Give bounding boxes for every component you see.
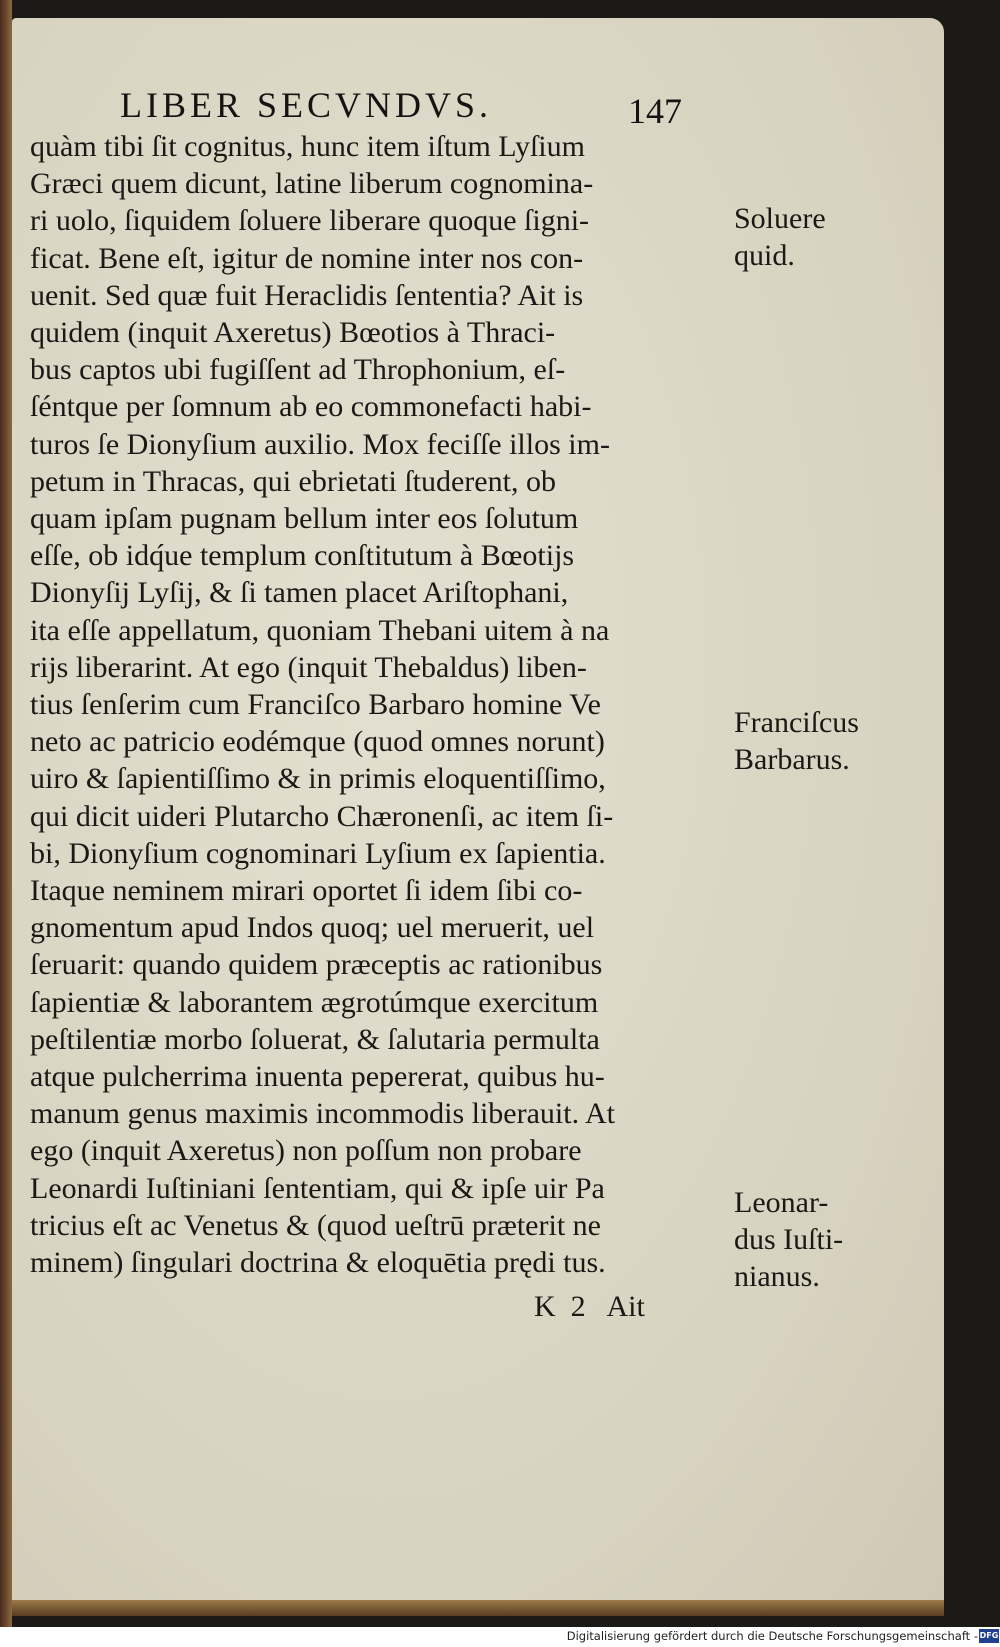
text-line: atque pulcherrima inuenta pepererat, quibus hu-	[30, 1060, 605, 1094]
margin-note-soluere	[734, 200, 924, 274]
margin-note-leonardus	[734, 1184, 924, 1295]
text-line: quidem (inquit Axeretus) Bœotios à Thraci-	[30, 316, 556, 350]
dfg-logo-icon: DFG	[979, 1629, 999, 1643]
text-line: Dionyſij Lyſij, & ſi tamen placet Ariſtophani,	[30, 576, 569, 610]
text-line: Itaque neminem mirari oportet ſi idem ſibi co-	[30, 874, 583, 908]
margin-note-line: Soluere	[734, 202, 826, 235]
text-line: ri uolo, ſiquidem ſoluere liberare quoque ſigni-	[30, 204, 590, 238]
text-line: ficat. Bene eſt, igitur de nomine inter nos con-	[30, 241, 584, 275]
text-line: quàm tibi ſit cognitus, hunc item iſtum Lyſium	[30, 130, 585, 163]
text-line: uenit. Sed quæ fuit Heraclidis ſententia? Ait is	[30, 278, 584, 312]
text-line: gnomentum apud Indos quoq; uel meruerit, uel	[30, 911, 595, 945]
text-line: tius ſenſerim cum Franciſco Barbaro homine Ve	[30, 688, 601, 722]
text-line: quam ipſam pugnam bellum inter eos ſolutum	[30, 502, 579, 536]
text-line: ſéntque per ſomnum ab eo commonefacti habi-	[30, 390, 592, 424]
text-line: peſtilentiæ morbo ſoluerat, & ſalutaria permulta	[30, 1022, 600, 1056]
text-line: eſſe, ob idq́ue templum conſtitutum à Bœotijs	[30, 539, 575, 573]
margin-note-line: dus Iuſti-	[734, 1223, 844, 1256]
funding-notice: Digitalisierung gefördert durch die Deutsche Forschungsgemeinschaft -	[566, 1629, 978, 1643]
text-line: qui dicit uideri Plutarcho Chæronenſi, ac item ſi-	[30, 799, 614, 833]
text-line: Leonardi Iuſtiniani ſententiam, qui & ipſe uir Pa	[30, 1171, 605, 1205]
text-line: uiro & ſapientiſſimo & in primis eloquentiſſimo,	[30, 762, 606, 796]
text-line: minem) ſingulari doctrina & eloquētia prędi tus.	[30, 1246, 606, 1280]
text-line: petum in Thracas, qui ebrietati ſtuderent, ob	[30, 464, 556, 498]
text-line: manum genus maximis incommodis liberauit. At	[30, 1097, 615, 1131]
catchword: K 2 Ait	[534, 1290, 645, 1323]
text-line: bi, Dionyſium cognominari Lyſium ex ſapientia.	[30, 836, 606, 870]
footer-bar	[0, 1627, 1000, 1647]
book-gutter	[0, 0, 12, 1647]
text-line: ſeruarit: quando quidem præceptis ac rationibus	[30, 948, 603, 982]
text-line: rijs liberarint. At ego (inquit Thebaldus) liben-	[30, 650, 587, 684]
margin-note-line: Franciſcus	[734, 706, 859, 739]
text-line: Græci quem dicunt, latine liberum cognomina-	[30, 167, 594, 201]
margin-note-line: nianus.	[734, 1260, 820, 1293]
page-number: 147	[628, 91, 682, 131]
text-line: turos ſe Dionyſium auxilio. Mox feciſſe illos im-	[30, 427, 610, 461]
text-line: ſapientiæ & laborantem ægrotúmque exercitum	[30, 985, 599, 1019]
page-edge	[12, 1600, 944, 1616]
running-head: LIBER SECVNDVS.	[120, 85, 493, 125]
margin-note-line: Barbarus.	[734, 743, 850, 776]
margin-note-line: quid.	[734, 239, 795, 272]
body-text	[30, 128, 730, 1281]
text-line: neto ac patricio eodémque (quod omnes norunt)	[30, 725, 605, 759]
text-line: tricius eſt ac Venetus & (quod ueſtrū præterit ne	[30, 1208, 601, 1242]
margin-note-franciscus	[734, 704, 924, 778]
text-line: ego (inquit Axeretus) non poſſum non probare	[30, 1134, 582, 1168]
text-line: bus captos ubi fugiſſent ad Throphonium, eſ-	[30, 353, 566, 387]
margin-note-line: Leonar-	[734, 1186, 829, 1219]
text-line: ita eſſe appellatum, quoniam Thebani uitem à na	[30, 613, 610, 647]
